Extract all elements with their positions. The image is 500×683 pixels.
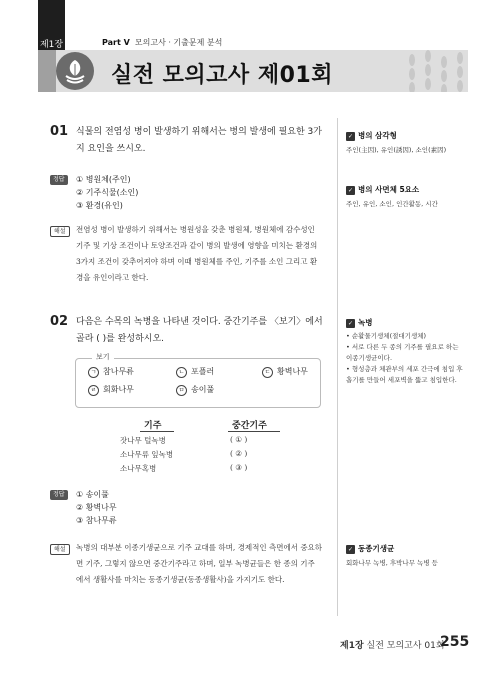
- choice-mark: ㄹ: [88, 385, 99, 396]
- side-note-text: 주인(主因), 유인(誘因), 소인(素因): [346, 146, 447, 154]
- side-note-title-text: 녹병: [358, 318, 373, 327]
- question-line: 지 요인을 쓰시오.: [76, 144, 146, 154]
- explanation-line: 기주 및 기상 조건이나 토양조건과 같이 병의 발생에 영향을 미치는 환경의: [76, 241, 318, 250]
- column-divider: [337, 118, 338, 616]
- explanation-badge: 해설: [50, 226, 70, 237]
- explanation-line: 경을 유인이라고 한다.: [76, 273, 149, 282]
- bogi-item: [88, 384, 134, 396]
- choice-mark: ㄱ: [88, 367, 99, 378]
- explanation-line: 전염성 병이 발생하기 위해서는 병원성을 갖춘 병원체, 병원체에 감수성인: [76, 225, 315, 234]
- choice-label: 회화나무: [103, 385, 134, 394]
- answer-item: ① 병원체(주인): [76, 175, 131, 184]
- table-cell-blank: ( ② ): [230, 449, 248, 458]
- side-bullet-text: 서로 다른 두 종의 기주를 필요로 하는 이종기생균이다.: [346, 343, 459, 362]
- part-subtitle: 모의고사 · 기출문제 분석: [134, 38, 223, 47]
- table-cell-blank: ( ③ ): [230, 463, 248, 472]
- wheat-decoration-icon: [400, 50, 468, 92]
- answer-item: ① 송이풀: [76, 490, 109, 499]
- answer-item: ② 황벽나무: [76, 503, 117, 512]
- choice-label: 참나무류: [103, 367, 134, 376]
- question-number-1: 01: [50, 124, 69, 139]
- side-note-bullets: [346, 331, 466, 386]
- choice-mark: ㄴ: [176, 367, 187, 378]
- leaf-logo-icon: [56, 52, 94, 90]
- side-bullet-text: 형성층과 체관부의 세포 간극에 침입 후 흡기를 만들어 세포벽을 뚫고 침입한다.: [346, 365, 463, 384]
- page-title: 실전 모의고사 제01회: [111, 63, 333, 88]
- explanation-line: 에서 생활사를 마치는 동종기생균(동종생활사)을 가지기도 한다.: [76, 575, 285, 584]
- choice-mark: ㅁ: [176, 385, 187, 396]
- side-note-title: [346, 184, 419, 195]
- question-line: 다음은 수목의 녹병을 나타낸 것이다. 중간기주를 〈보기〉에서: [76, 317, 323, 327]
- page-number: 255: [440, 634, 470, 650]
- question-line: 식물의 전염성 병이 발생하기 위해서는 병의 발생에 필요한 3가: [76, 127, 322, 137]
- explanation-line: 녹병의 대부분 이종기생균으로 기주 교대를 하며, 경제적인 측면에서 중요하: [76, 543, 323, 552]
- question-text-1: [76, 124, 331, 158]
- table-cell-host: 잣나무 털녹병: [120, 436, 166, 445]
- part-label: Part V: [102, 38, 130, 47]
- side-bullet: • 형성층과 체관부의 세포 간극에 침입 후 흡기를 만들어 세포벽을 뚫고 침입한다.: [346, 365, 463, 384]
- footer-running-head: [340, 638, 445, 651]
- bogi-item: [262, 366, 308, 378]
- check-icon: ✓: [347, 186, 354, 194]
- answer-list-2: [76, 488, 117, 527]
- bogi-item: [176, 384, 214, 396]
- side-bullet-text: 순활물기생체(절대기생체): [351, 332, 427, 340]
- question-text-2: [76, 314, 331, 348]
- explanation-1: [76, 222, 332, 286]
- answer-list-1: [76, 173, 138, 212]
- footer-chapter: 제1장: [340, 641, 364, 651]
- table-header-intermediate: 중간기주: [232, 421, 267, 431]
- table-cell-blank: ( ① ): [230, 435, 248, 444]
- table-cell-host: 소나무류 잎녹병: [120, 450, 174, 459]
- side-note-title: [346, 543, 394, 554]
- side-bullet: • 순활물기생체(절대기생체): [346, 332, 427, 340]
- explanation-2: [76, 540, 332, 588]
- table-cell-host: 소나무혹병: [120, 464, 157, 473]
- table-header-host: 기주: [144, 421, 162, 431]
- check-icon: ✓: [347, 545, 354, 553]
- part-line: [102, 37, 222, 48]
- answer-item: ② 기주식물(소인): [76, 188, 139, 197]
- bogi-item: [176, 366, 214, 378]
- choice-label: 황벽나무: [277, 367, 308, 376]
- question-line: 골라 ( )를 완성하시오.: [76, 334, 165, 344]
- side-note-text: 주인, 유인, 소인, 인간활동, 시간: [346, 200, 438, 208]
- check-icon: ✓: [347, 132, 354, 140]
- choice-label: 포플러: [191, 367, 215, 376]
- bogi-label: 보기: [92, 352, 114, 362]
- bogi-item: [88, 366, 134, 378]
- choice-mark: ㄷ: [262, 367, 273, 378]
- table-underline: [228, 431, 280, 432]
- side-note-title-text: 동종기생균: [358, 544, 395, 553]
- answer-item: ③ 환경(유인): [76, 201, 123, 210]
- chapter-label: 제1장: [39, 40, 64, 50]
- table-underline: [140, 431, 174, 432]
- check-icon: ✓: [347, 319, 354, 327]
- footer-section: 실전 모의고사 01회: [366, 641, 445, 651]
- answer-item: ③ 참나무류: [76, 516, 117, 525]
- side-bullet: • 서로 다른 두 종의 기주를 필요로 하는 이종기생균이다.: [346, 343, 459, 362]
- side-note-text: 회화나무 녹병, 후박나무 녹병 등: [346, 559, 438, 567]
- side-note-title-text: 병의 사면체 5요소: [358, 185, 420, 194]
- answer-badge: 정답: [50, 490, 68, 500]
- choice-label: 송이풀: [191, 385, 215, 394]
- question-number-2: 02: [50, 314, 69, 329]
- explanation-line: 3가지 조건이 갖추어져야 하며 이때 병원체를 주인, 기주를 소인 그리고 환: [76, 257, 318, 266]
- side-note-title: [346, 130, 397, 141]
- side-note-title-text: 병의 삼각형: [358, 131, 397, 140]
- side-note-title: [346, 317, 373, 328]
- answer-badge: 정답: [50, 175, 68, 185]
- explanation-badge: 해설: [50, 544, 70, 555]
- title-band-accent: [38, 50, 56, 92]
- explanation-line: 면 기주, 그렇지 않으면 중간기주라고 하며, 일부 녹병균들은 한 종의 기주: [76, 559, 315, 568]
